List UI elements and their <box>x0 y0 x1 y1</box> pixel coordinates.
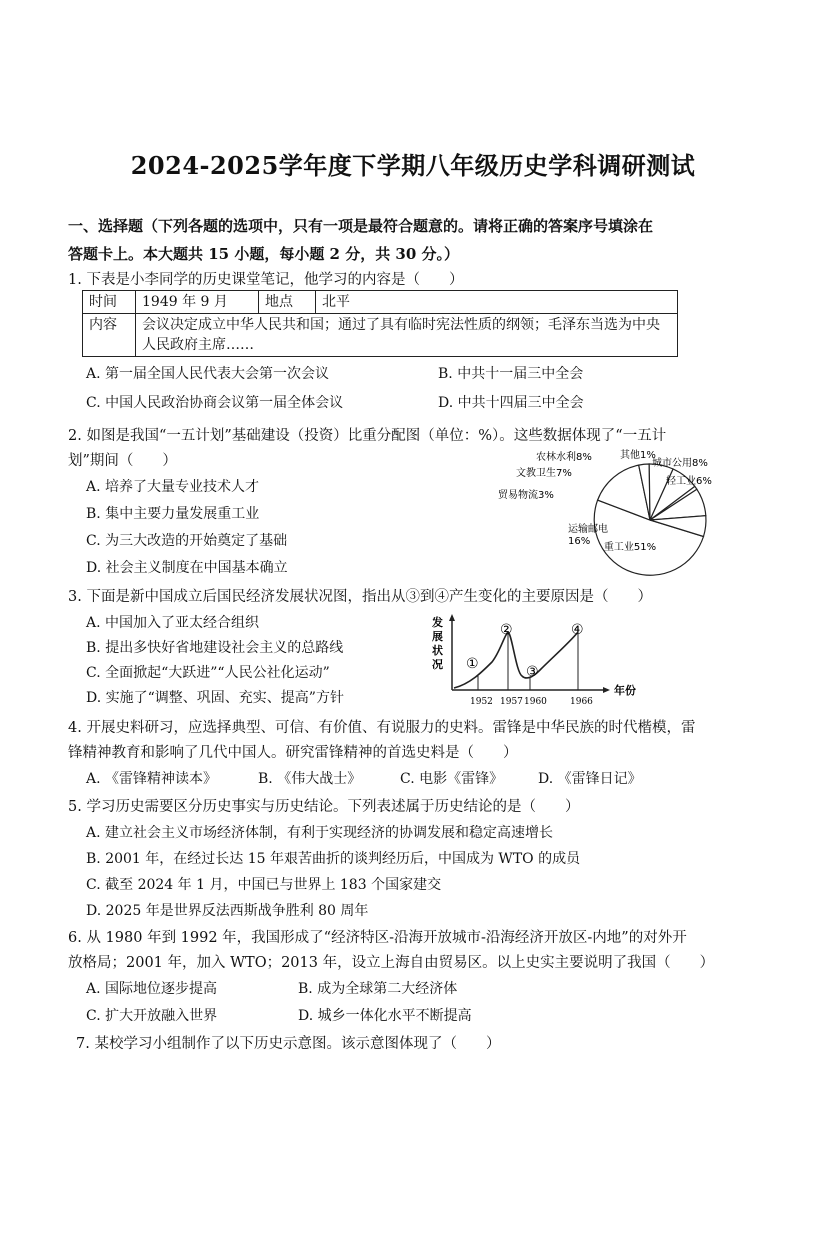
x-axis-arrow <box>603 687 610 693</box>
q2-option-a: A. 培养了大量专业技术人才 <box>86 479 260 495</box>
pie-label: 城市公用8% <box>652 458 708 469</box>
q4-option-c: C. 电影《雷锋》 <box>400 771 504 787</box>
x-axis-label: 年份 <box>614 684 636 697</box>
q4-option-b: B. 《伟大战士》 <box>258 771 362 787</box>
marker-4: ④ <box>571 622 584 638</box>
q1-option-c: C. 中国人民政治协商会议第一届全体会议 <box>86 395 344 411</box>
q1-option-d: D. 中共十四届三中全会 <box>438 395 584 411</box>
x-tick-label-1957: 1957 <box>500 697 523 707</box>
q7-stem: 7. 某校学习小组制作了以下历史示意图。该示意图体现了（ ） <box>76 1036 501 1052</box>
x-tick-label-1960: 1960 <box>524 697 547 707</box>
q6-option-a: A. 国际地位逐步提高 <box>86 981 218 997</box>
q6-stem-line2: 放格局；2001 年，加入 WTO；2013 年，设立上海自由贸易区。以上史实主要说明了我国（ ） <box>68 955 715 971</box>
section-heading-line2: 答题卡上。本大题共 15 小题，每小题 2 分，共 30 分。） <box>68 245 460 263</box>
x-tick-label-1966: 1966 <box>570 697 593 707</box>
marker-1: ① <box>466 656 479 672</box>
q1-time-label: 时间 <box>83 291 136 314</box>
q4-option-d: D. 《雷锋日记》 <box>538 771 642 787</box>
pie-label-value: 16% <box>568 536 591 547</box>
q5-option-b: B. 2001 年，在经过长达 15 年艰苦曲折的谈判经历后，中国成为 WTO 的成员 <box>86 851 581 867</box>
y-axis-label-3: 状 <box>432 644 443 657</box>
q1-content-value: 会议决定成立中华人民共和国；通过了具有临时宪法性质的纲领；毛泽东当选为中央人民政府主席…… <box>136 314 678 357</box>
q6-option-b: B. 成为全球第二大经济体 <box>298 981 458 997</box>
y-axis-label-1: 发 <box>432 616 443 629</box>
q6-option-c: C. 扩大开放融入世界 <box>86 1008 218 1024</box>
q4-stem-line1: 4. 开展史料研习，应选择典型、可信、有价值、有说服力的史料。雷锋是中华民族的时代楷模，雷 <box>68 720 696 736</box>
q3-stem: 3. 下面是新中国成立后国民经济发展状况图，指出从③到④产生变化的主要原因是（ ） <box>68 589 652 605</box>
y-axis-label-4: 况 <box>432 658 443 671</box>
q3-economy-line-chart <box>430 612 650 712</box>
q1-option-a: A. 第一届全国人民代表大会第一次会议 <box>86 366 330 382</box>
x-tick-label-1952: 1952 <box>470 697 493 707</box>
q1-place-label: 地点 <box>259 291 316 314</box>
q1-time-value: 1949 年 9 月 <box>136 291 259 314</box>
q1-content-label: 内容 <box>83 314 136 357</box>
q1-option-b: B. 中共十一届三中全会 <box>438 366 584 382</box>
q2-option-d: D. 社会主义制度在中国基本确立 <box>86 560 288 576</box>
marker-3: ③ <box>526 664 539 680</box>
pie-label: 其他1% <box>620 450 656 461</box>
q6-stem-line1: 6. 从 1980 年到 1992 年，我国形成了“经济特区-沿海开放城市-沿海经济开放区-内地”的对外开 <box>68 930 687 946</box>
q1-place-value: 北平 <box>316 291 678 314</box>
q5-option-d: D. 2025 年是世界反法西斯战争胜利 80 周年 <box>86 903 369 919</box>
pie-label: 农林水利8% <box>536 452 592 463</box>
pie-label: 重工业51% <box>603 542 657 553</box>
q5-option-c: C. 截至 2024 年 1 月，中国已与世界上 183 个国家建交 <box>86 877 442 893</box>
q4-stem-line2: 锋精神教育和影响了几代中国人。研究雷锋精神的首选史料是（ ） <box>68 745 518 761</box>
q5-stem: 5. 学习历史需要区分历史事实与历史结论。下列表述属于历史结论的是（ ） <box>68 799 580 815</box>
q4-option-a: A. 《雷锋精神读本》 <box>86 771 218 787</box>
q5-option-a: A. 建立社会主义市场经济体制，有利于实现经济的协调发展和稳定高速增长 <box>86 825 554 841</box>
q2-option-b: B. 集中主要力量发展重工业 <box>86 506 260 522</box>
q6-option-d: D. 城乡一体化水平不断提高 <box>298 1008 472 1024</box>
q3-option-b: B. 提出多快好省地建设社会主义的总路线 <box>86 640 344 656</box>
q2-stem-line2: 划”期间（ ） <box>68 453 177 469</box>
exam-title: 2024-2025学年度下学期八年级历史学科调研测试 <box>130 151 696 180</box>
q3-option-a: A. 中国加入了亚太经合组织 <box>86 615 260 631</box>
q2-stem-line1: 2. 如图是我国“一五计划”基础建设（投资）比重分配图（单位：%）。这些数据体现了“一五计 <box>68 428 667 444</box>
marker-2: ② <box>500 622 513 638</box>
q2-pie-chart <box>480 440 720 580</box>
q1-notes-table <box>82 290 678 357</box>
pie-label: 运输邮电 <box>568 524 608 535</box>
y-axis-label-2: 展 <box>432 630 443 643</box>
q3-option-d: D. 实施了“调整、巩固、充实、提高”方针 <box>86 690 344 706</box>
pie-label: 文教卫生7% <box>516 468 572 479</box>
q1-stem: 1. 下表是小李同学的历史课堂笔记，他学习的内容是（ ） <box>68 272 464 288</box>
y-axis-arrow <box>449 614 455 621</box>
q2-option-c: C. 为三大改造的开始奠定了基础 <box>86 533 288 549</box>
section-heading-line1: 一、选择题（下列各题的选项中，只有一项是最符合题意的。请将正确的答案序号填涂在 <box>68 217 654 235</box>
pie-label: 轻工业6% <box>666 476 712 487</box>
pie-label: 贸易物流3% <box>498 490 554 501</box>
q3-option-c: C. 全面掀起“大跃进”“人民公社化运动” <box>86 665 330 681</box>
